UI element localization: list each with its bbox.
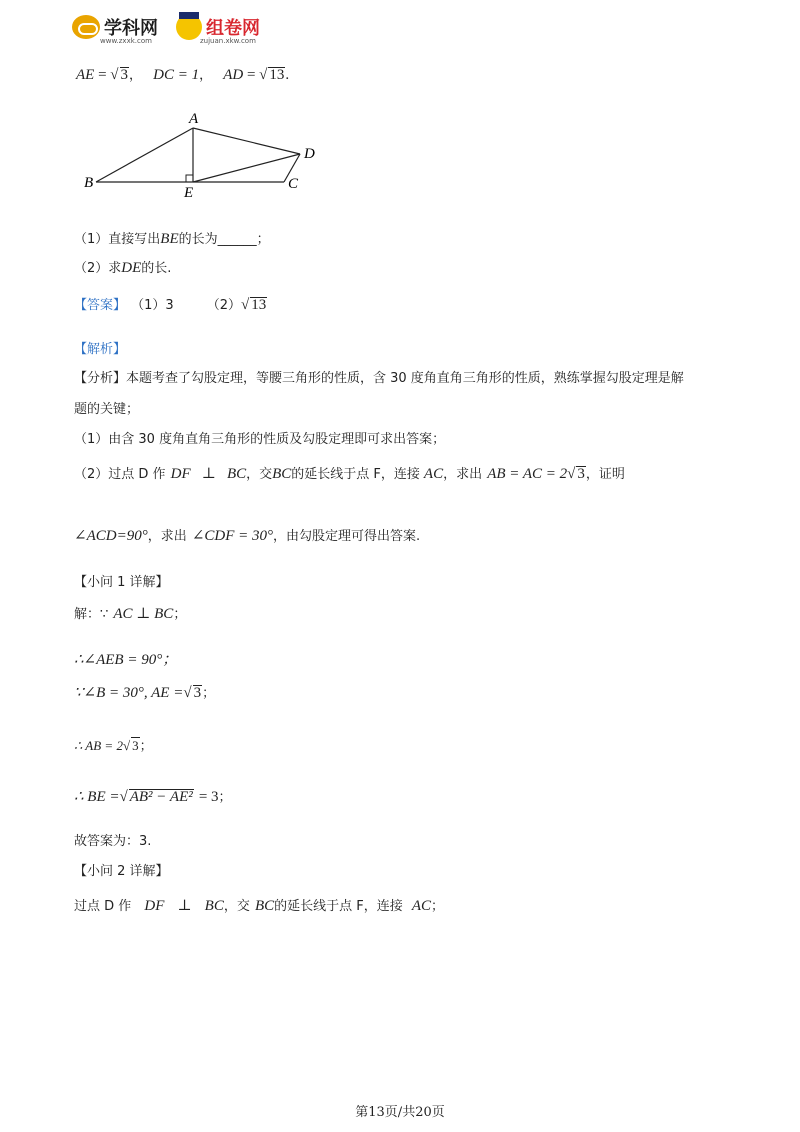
geometry-figure bbox=[80, 108, 330, 200]
sub2-tag: 【小问 2 详解】 bbox=[74, 864, 169, 879]
page-number: 第13页/共20页 bbox=[355, 1105, 445, 1120]
sub1-line-1: 解：∵ AC ⊥ BC； bbox=[74, 606, 187, 622]
answer-line: 【答案】 （1）3 （2）√ 13 bbox=[74, 297, 267, 313]
sub1-tag: 【小问 1 详解】 bbox=[74, 575, 169, 590]
zxxk-logo-icon bbox=[72, 15, 100, 39]
sub2-line-1: 过点 D 作 DF ⊥ BC，交 BC的延长线于点 F，连接 AC； bbox=[74, 898, 445, 914]
segment-ad bbox=[193, 128, 300, 154]
zujuan-logo-url: zujuan.xkw.com bbox=[200, 37, 256, 45]
analysis-line-2: 题的关键； bbox=[74, 402, 140, 417]
label-a: A bbox=[189, 111, 199, 127]
analysis-line-1: 【分析】本题考查了勾股定理，等腰三角形的性质，含 30 度角直角三角形的性质，熟练掌握勾股定理是解 bbox=[74, 371, 684, 386]
segment-ab bbox=[96, 128, 193, 182]
right-angle-mark bbox=[186, 175, 193, 182]
sub1-answer: 故答案为：3. bbox=[74, 834, 152, 849]
zujuan-logo-icon bbox=[176, 14, 202, 40]
zujuan-logo-text: 组卷网 bbox=[206, 18, 260, 39]
label-c: C bbox=[288, 176, 299, 192]
zxxk-logo-text: 学科网 bbox=[104, 18, 158, 39]
analysis-step-2-cont: ∠ACD=90°，求出 ∠CDF = 30°，由勾股定理可得出答案. bbox=[74, 528, 421, 544]
analysis-step-2: （2）过点 D 作 DF ⊥ BC，交BC的延长线于点 F，连接 AC，求出 AB = AC = 2√ 3，证明 bbox=[74, 466, 625, 482]
sub1-line-4: ∴ AB = 2√ 3； bbox=[74, 738, 153, 754]
segment-ed bbox=[193, 154, 300, 182]
label-b: B bbox=[84, 175, 94, 191]
sub1-line-5: ∴ BE =√ AB² − AE² = 3； bbox=[74, 789, 232, 805]
label-e: E bbox=[184, 185, 194, 200]
sub1-line-3: ∵∠B = 30°, AE =√ 3； bbox=[74, 685, 216, 701]
given-values: AE = √ 3， DC = 1， AD = √ 13. bbox=[76, 67, 290, 83]
zxxk-logo-url: www.zxxk.com bbox=[100, 37, 152, 45]
sub1-line-2: ∴∠AEB = 90°； bbox=[74, 652, 178, 668]
question-1: （1）直接写出BE的长为______； bbox=[74, 231, 270, 247]
analysis-tag: 【解析】 bbox=[74, 342, 127, 357]
analysis-step-1: （1）由含 30 度角直角三角形的性质及勾股定理即可求出答案； bbox=[74, 432, 446, 447]
answer-tag: 【答案】 bbox=[74, 298, 127, 313]
label-d: D bbox=[304, 146, 315, 162]
question-2: （2）求DE的长. bbox=[74, 260, 172, 276]
